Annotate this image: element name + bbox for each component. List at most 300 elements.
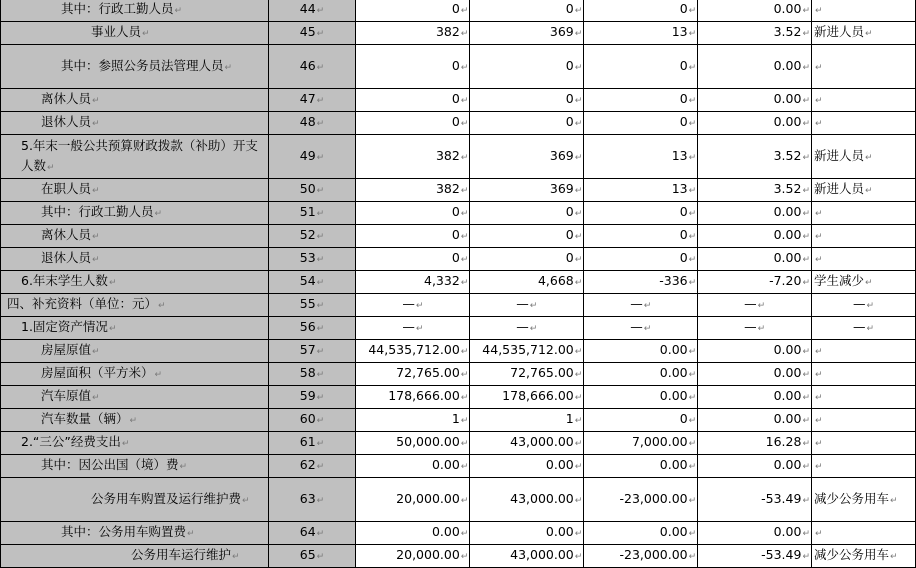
paragraph-mark-icon: ↵ xyxy=(574,393,583,403)
item-name-cell[interactable] xyxy=(1,202,269,225)
row-number-cell-text: 55 xyxy=(299,296,316,311)
row-number-cell[interactable] xyxy=(268,45,356,89)
note-cell[interactable] xyxy=(811,522,915,545)
item-name-cell[interactable] xyxy=(1,0,269,22)
change-percent-cell[interactable] xyxy=(698,363,812,386)
row-number-cell-text: 57 xyxy=(299,342,316,357)
paragraph-mark-icon: ↵ xyxy=(814,439,823,449)
paragraph-mark-icon: ↵ xyxy=(802,416,810,426)
paragraph-mark-icon: ↵ xyxy=(415,324,424,334)
paragraph-mark-icon: ↵ xyxy=(688,495,697,506)
paragraph-mark-icon: ↵ xyxy=(814,209,823,219)
previous-year-cell[interactable] xyxy=(470,317,584,340)
previous-year-cell[interactable] xyxy=(470,478,584,522)
paragraph-mark-icon: ↵ xyxy=(814,393,823,403)
row-number-cell-text: 48 xyxy=(299,114,316,129)
note-cell[interactable] xyxy=(811,45,915,89)
previous-year-cell-text: 1 xyxy=(565,411,574,426)
change-amount-cell[interactable] xyxy=(584,545,698,568)
row-number-cell[interactable] xyxy=(268,409,356,432)
current-year-cell[interactable] xyxy=(356,522,470,545)
change-amount-cell[interactable] xyxy=(584,294,698,317)
paragraph-mark-icon: ↵ xyxy=(224,62,233,73)
paragraph-mark-icon: ↵ xyxy=(574,62,583,73)
change-percent-cell[interactable] xyxy=(698,45,812,89)
paragraph-mark-icon: ↵ xyxy=(890,552,898,562)
row-number-cell[interactable] xyxy=(268,478,356,522)
current-year-cell-text: 0 xyxy=(451,1,460,16)
change-amount-cell[interactable] xyxy=(584,89,698,112)
note-cell-text: 减少公务用车 xyxy=(813,490,889,506)
change-percent-cell[interactable] xyxy=(698,89,812,112)
change-percent-cell[interactable] xyxy=(698,0,812,22)
note-cell[interactable] xyxy=(811,294,915,317)
paragraph-mark-icon: ↵ xyxy=(460,278,469,288)
paragraph-mark-icon: ↵ xyxy=(802,462,810,472)
change-amount-cell[interactable] xyxy=(584,317,698,340)
paragraph-mark-icon: ↵ xyxy=(802,119,810,129)
item-name-cell[interactable] xyxy=(1,317,269,340)
change-amount-cell[interactable] xyxy=(584,522,698,545)
item-name-cell-text: 6.年末学生人数 xyxy=(21,273,108,288)
previous-year-cell[interactable] xyxy=(470,409,584,432)
note-cell[interactable] xyxy=(811,340,915,363)
change-percent-cell-text: 0.00 xyxy=(773,342,802,357)
previous-year-cell[interactable] xyxy=(470,545,584,568)
item-name-cell-text: 汽车原值 xyxy=(41,388,92,403)
paragraph-mark-icon: ↵ xyxy=(316,301,325,311)
change-amount-cell-text: 0 xyxy=(679,204,688,219)
change-amount-cell[interactable] xyxy=(584,478,698,522)
previous-year-cell[interactable] xyxy=(470,89,584,112)
change-percent-cell[interactable] xyxy=(698,179,812,202)
paragraph-mark-icon: ↵ xyxy=(574,29,583,39)
current-year-cell[interactable] xyxy=(356,225,470,248)
row-number-cell[interactable] xyxy=(268,179,356,202)
row-number-cell[interactable] xyxy=(268,202,356,225)
previous-year-cell[interactable] xyxy=(470,112,584,135)
previous-year-cell[interactable] xyxy=(470,135,584,179)
paragraph-mark-icon: ↵ xyxy=(814,6,823,16)
change-amount-cell-text: 0.00 xyxy=(659,342,688,357)
current-year-cell[interactable] xyxy=(356,45,470,89)
row-number-cell[interactable] xyxy=(268,363,356,386)
paragraph-mark-icon: ↵ xyxy=(814,416,823,426)
paragraph-mark-icon: ↵ xyxy=(865,278,873,288)
note-cell[interactable] xyxy=(811,409,915,432)
item-name-cell[interactable] xyxy=(1,248,269,271)
row-number-cell-text: 45 xyxy=(299,24,316,39)
previous-year-cell[interactable] xyxy=(470,202,584,225)
note-cell[interactable] xyxy=(811,248,915,271)
change-percent-cell[interactable] xyxy=(698,455,812,478)
item-name-cell[interactable] xyxy=(1,545,269,568)
previous-year-cell[interactable] xyxy=(470,294,584,317)
change-amount-cell[interactable] xyxy=(584,432,698,455)
row-number-cell[interactable] xyxy=(268,455,356,478)
previous-year-cell[interactable] xyxy=(470,432,584,455)
previous-year-cell-text: 43,000.00 xyxy=(510,434,574,449)
change-percent-cell[interactable] xyxy=(698,340,812,363)
row-number-cell[interactable] xyxy=(268,22,356,45)
item-name-cell-text: 房屋面积（平方米） xyxy=(41,365,154,380)
note-cell-text: 减少公务用车 xyxy=(813,547,889,562)
change-percent-cell[interactable] xyxy=(698,432,812,455)
note-cell-text: 新进人员 xyxy=(813,24,864,39)
paragraph-mark-icon: ↵ xyxy=(460,209,469,219)
table-row xyxy=(1,271,916,294)
change-percent-cell[interactable] xyxy=(698,248,812,271)
row-number-cell-text: 44 xyxy=(299,1,316,16)
current-year-cell-text: 0 xyxy=(451,114,460,129)
current-year-cell-text: 0 xyxy=(451,204,460,219)
previous-year-cell[interactable] xyxy=(470,0,584,22)
paragraph-mark-icon: ↵ xyxy=(158,301,166,311)
previous-year-cell[interactable] xyxy=(470,179,584,202)
change-percent-cell-text: 0.00 xyxy=(773,91,802,106)
paragraph-mark-icon: ↵ xyxy=(574,552,583,562)
note-cell[interactable] xyxy=(811,89,915,112)
current-year-cell[interactable] xyxy=(356,179,470,202)
table-row xyxy=(1,89,916,112)
row-number-cell-text: 51 xyxy=(299,204,316,219)
change-percent-cell[interactable] xyxy=(698,112,812,135)
change-percent-cell[interactable] xyxy=(698,386,812,409)
previous-year-cell[interactable] xyxy=(470,45,584,89)
current-year-cell-text: 0 xyxy=(451,57,460,73)
previous-year-cell[interactable] xyxy=(470,340,584,363)
row-number-cell-text: 60 xyxy=(299,411,316,426)
item-name-cell[interactable] xyxy=(1,386,269,409)
paragraph-mark-icon: ↵ xyxy=(316,529,325,539)
previous-year-cell-text: 43,000.00 xyxy=(510,490,574,506)
change-amount-cell[interactable] xyxy=(584,248,698,271)
change-amount-cell-text: — xyxy=(630,296,643,311)
current-year-cell-text: 178,666.00 xyxy=(388,388,460,403)
current-year-cell[interactable] xyxy=(356,363,470,386)
paragraph-mark-icon: ↵ xyxy=(460,495,469,506)
table-row xyxy=(1,455,916,478)
paragraph-mark-icon: ↵ xyxy=(757,324,766,334)
current-year-cell[interactable] xyxy=(356,478,470,522)
item-name-cell-text: 汽车数量（辆） xyxy=(41,411,129,426)
row-number-cell[interactable] xyxy=(268,545,356,568)
note-cell-text: — xyxy=(852,319,866,334)
change-amount-cell[interactable] xyxy=(584,271,698,294)
item-name-cell[interactable] xyxy=(1,271,269,294)
paragraph-mark-icon: ↵ xyxy=(316,152,325,163)
previous-year-cell[interactable] xyxy=(470,22,584,45)
row-number-cell[interactable] xyxy=(268,89,356,112)
item-name-cell-text: 其中：公务用车购置费 xyxy=(61,524,187,539)
table-row xyxy=(1,135,916,179)
change-amount-cell-text: 7,000.00 xyxy=(631,434,688,449)
note-cell[interactable] xyxy=(811,271,915,294)
current-year-cell[interactable] xyxy=(356,22,470,45)
change-percent-cell[interactable] xyxy=(698,294,812,317)
current-year-cell[interactable] xyxy=(356,271,470,294)
paragraph-mark-icon: ↵ xyxy=(92,119,100,129)
row-number-cell[interactable] xyxy=(268,0,356,22)
change-percent-cell-text: -53.49 xyxy=(761,490,802,506)
item-name-cell[interactable] xyxy=(1,89,269,112)
change-percent-cell[interactable] xyxy=(698,522,812,545)
paragraph-mark-icon: ↵ xyxy=(316,439,325,449)
change-amount-cell[interactable] xyxy=(584,455,698,478)
change-percent-cell-text: 0.00 xyxy=(773,524,802,539)
paragraph-mark-icon: ↵ xyxy=(316,416,325,426)
current-year-cell[interactable] xyxy=(356,317,470,340)
paragraph-mark-icon: ↵ xyxy=(154,209,163,219)
change-percent-cell-text: 3.52 xyxy=(773,24,802,39)
note-cell[interactable] xyxy=(811,202,915,225)
note-cell[interactable] xyxy=(811,135,915,179)
item-name-cell[interactable] xyxy=(1,432,269,455)
change-percent-cell-text: 0.00 xyxy=(773,388,802,403)
previous-year-cell[interactable] xyxy=(470,248,584,271)
previous-year-cell[interactable] xyxy=(470,386,584,409)
item-name-cell-text: 离休人员 xyxy=(41,227,92,242)
change-percent-cell[interactable] xyxy=(698,271,812,294)
paragraph-mark-icon: ↵ xyxy=(802,232,810,242)
paragraph-mark-icon: ↵ xyxy=(47,162,55,173)
change-percent-cell-text: -53.49 xyxy=(761,547,802,562)
change-amount-cell[interactable] xyxy=(584,225,698,248)
previous-year-cell[interactable] xyxy=(470,455,584,478)
change-percent-cell[interactable] xyxy=(698,22,812,45)
change-percent-cell[interactable] xyxy=(698,317,812,340)
current-year-cell[interactable] xyxy=(356,112,470,135)
paragraph-mark-icon: ↵ xyxy=(865,186,873,196)
current-year-cell[interactable] xyxy=(356,409,470,432)
change-amount-cell-text: — xyxy=(630,319,643,334)
row-number-cell[interactable] xyxy=(268,294,356,317)
change-amount-cell-text: 13 xyxy=(671,24,688,39)
change-amount-cell[interactable] xyxy=(584,363,698,386)
item-name-cell-text: 其中：因公出国（境）费 xyxy=(41,457,179,472)
item-name-cell[interactable] xyxy=(1,22,269,45)
note-cell[interactable] xyxy=(811,22,915,45)
item-name-cell[interactable] xyxy=(1,522,269,545)
current-year-cell[interactable] xyxy=(356,89,470,112)
paragraph-mark-icon: ↵ xyxy=(802,186,810,196)
row-number-cell[interactable] xyxy=(268,340,356,363)
change-percent-cell[interactable] xyxy=(698,409,812,432)
item-name-cell[interactable] xyxy=(1,294,269,317)
previous-year-cell[interactable] xyxy=(470,271,584,294)
change-amount-cell-text: 0 xyxy=(679,227,688,242)
paragraph-mark-icon: ↵ xyxy=(316,495,325,506)
change-amount-cell-text: 0 xyxy=(679,250,688,265)
table-row xyxy=(1,112,916,135)
paragraph-mark-icon: ↵ xyxy=(574,96,583,106)
item-name-cell-text: 5.年末一般公共预算财政拨款（补助）开支人数 xyxy=(21,137,258,173)
paragraph-mark-icon: ↵ xyxy=(688,209,697,219)
change-percent-cell-text: 0.00 xyxy=(773,411,802,426)
note-cell[interactable] xyxy=(811,478,915,522)
note-cell[interactable] xyxy=(811,545,915,568)
change-percent-cell[interactable] xyxy=(698,202,812,225)
paragraph-mark-icon: ↵ xyxy=(814,96,823,106)
paragraph-mark-icon: ↵ xyxy=(802,439,810,449)
paragraph-mark-icon: ↵ xyxy=(316,370,325,380)
note-cell[interactable] xyxy=(811,179,915,202)
paragraph-mark-icon: ↵ xyxy=(316,347,325,357)
item-name-cell-text: 退休人员 xyxy=(41,114,92,129)
table-row xyxy=(1,22,916,45)
change-percent-cell-text: 0.00 xyxy=(773,204,802,219)
paragraph-mark-icon: ↵ xyxy=(174,6,183,16)
paragraph-mark-icon: ↵ xyxy=(529,324,538,334)
item-name-cell[interactable] xyxy=(1,478,269,522)
change-amount-cell[interactable] xyxy=(584,112,698,135)
row-number-cell[interactable] xyxy=(268,271,356,294)
note-cell[interactable] xyxy=(811,432,915,455)
item-name-cell-text: 公务用车购置及运行维护费 xyxy=(91,490,242,506)
change-amount-cell[interactable] xyxy=(584,45,698,89)
paragraph-mark-icon: ↵ xyxy=(688,6,697,16)
note-cell[interactable] xyxy=(811,386,915,409)
current-year-cell-text: 382 xyxy=(435,147,460,163)
item-name-cell[interactable] xyxy=(1,455,269,478)
change-amount-cell[interactable] xyxy=(584,22,698,45)
current-year-cell[interactable] xyxy=(356,340,470,363)
previous-year-cell[interactable] xyxy=(470,363,584,386)
change-percent-cell[interactable] xyxy=(698,225,812,248)
paragraph-mark-icon: ↵ xyxy=(802,209,810,219)
previous-year-cell[interactable] xyxy=(470,522,584,545)
row-number-cell[interactable] xyxy=(268,386,356,409)
paragraph-mark-icon: ↵ xyxy=(316,232,325,242)
current-year-cell-text: — xyxy=(402,296,415,311)
paragraph-mark-icon: ↵ xyxy=(108,278,117,288)
item-name-cell[interactable] xyxy=(1,340,269,363)
current-year-cell-text: 0 xyxy=(451,250,460,265)
paragraph-mark-icon: ↵ xyxy=(108,324,117,334)
table-row xyxy=(1,522,916,545)
paragraph-mark-icon: ↵ xyxy=(865,29,873,39)
paragraph-mark-icon: ↵ xyxy=(460,439,469,449)
paragraph-mark-icon: ↵ xyxy=(316,324,325,334)
paragraph-mark-icon: ↵ xyxy=(802,278,810,288)
change-amount-cell[interactable] xyxy=(584,0,698,22)
current-year-cell-text: 72,765.00 xyxy=(396,365,460,380)
paragraph-mark-icon: ↵ xyxy=(865,152,873,163)
paragraph-mark-icon: ↵ xyxy=(688,186,697,196)
change-amount-cell[interactable] xyxy=(584,409,698,432)
paragraph-mark-icon: ↵ xyxy=(688,462,697,472)
note-cell-text: 学生减少 xyxy=(813,273,864,288)
row-number-cell[interactable] xyxy=(268,135,356,179)
item-name-cell[interactable] xyxy=(1,179,269,202)
paragraph-mark-icon: ↵ xyxy=(121,439,130,449)
current-year-cell[interactable] xyxy=(356,432,470,455)
change-amount-cell[interactable] xyxy=(584,179,698,202)
paragraph-mark-icon: ↵ xyxy=(574,495,583,506)
current-year-cell-text: 20,000.00 xyxy=(396,490,460,506)
paragraph-mark-icon: ↵ xyxy=(242,495,250,506)
current-year-cell[interactable] xyxy=(356,455,470,478)
change-percent-cell[interactable] xyxy=(698,135,812,179)
item-name-cell[interactable] xyxy=(1,45,269,89)
change-percent-cell[interactable] xyxy=(698,478,812,522)
row-number-cell[interactable] xyxy=(268,432,356,455)
item-name-cell-text: 公务用车运行维护 xyxy=(131,547,232,562)
change-amount-cell[interactable] xyxy=(584,135,698,179)
item-name-cell[interactable] xyxy=(1,409,269,432)
paragraph-mark-icon: ↵ xyxy=(802,552,810,562)
paragraph-mark-icon: ↵ xyxy=(92,393,100,403)
current-year-cell[interactable] xyxy=(356,294,470,317)
item-name-cell-text: 退休人员 xyxy=(41,250,92,265)
change-amount-cell[interactable] xyxy=(584,340,698,363)
row-number-cell[interactable] xyxy=(268,225,356,248)
paragraph-mark-icon: ↵ xyxy=(460,393,469,403)
item-name-cell[interactable] xyxy=(1,135,269,179)
change-amount-cell-text: -23,000.00 xyxy=(619,547,688,562)
paragraph-mark-icon: ↵ xyxy=(688,370,697,380)
previous-year-cell-text: 4,668 xyxy=(537,273,574,288)
note-cell[interactable] xyxy=(811,0,915,22)
current-year-cell[interactable] xyxy=(356,545,470,568)
change-percent-cell[interactable] xyxy=(698,545,812,568)
note-cell[interactable] xyxy=(811,363,915,386)
current-year-cell[interactable] xyxy=(356,0,470,22)
previous-year-cell-text: 0.00 xyxy=(545,457,574,472)
row-number-cell[interactable] xyxy=(268,248,356,271)
table-row xyxy=(1,248,916,271)
previous-year-cell[interactable] xyxy=(470,225,584,248)
previous-year-cell-text: 0 xyxy=(565,91,574,106)
change-amount-cell[interactable] xyxy=(584,386,698,409)
current-year-cell[interactable] xyxy=(356,386,470,409)
note-cell[interactable] xyxy=(811,317,915,340)
paragraph-mark-icon: ↵ xyxy=(688,62,697,73)
paragraph-mark-icon: ↵ xyxy=(574,347,583,357)
paragraph-mark-icon: ↵ xyxy=(814,232,823,242)
paragraph-mark-icon: ↵ xyxy=(574,232,583,242)
paragraph-mark-icon: ↵ xyxy=(179,462,188,472)
row-number-cell[interactable] xyxy=(268,112,356,135)
item-name-cell[interactable] xyxy=(1,225,269,248)
row-number-cell-text: 62 xyxy=(299,457,316,472)
note-cell[interactable] xyxy=(811,455,915,478)
item-name-cell[interactable] xyxy=(1,112,269,135)
table-row xyxy=(1,478,916,522)
row-number-cell-text: 64 xyxy=(299,524,316,539)
item-name-cell[interactable] xyxy=(1,363,269,386)
row-number-cell-text: 47 xyxy=(299,91,316,106)
item-name-cell-text: 事业人员 xyxy=(91,24,142,39)
current-year-cell[interactable] xyxy=(356,135,470,179)
row-number-cell[interactable] xyxy=(268,522,356,545)
paragraph-mark-icon: ↵ xyxy=(316,255,325,265)
item-name-cell-text: 其中：参照公务员法管理人员 xyxy=(61,57,224,73)
note-cell[interactable] xyxy=(811,112,915,135)
current-year-cell-text: 0.00 xyxy=(431,457,460,472)
paragraph-mark-icon: ↵ xyxy=(574,529,583,539)
paragraph-mark-icon: ↵ xyxy=(574,119,583,129)
change-percent-cell-text: 0.00 xyxy=(773,57,802,73)
change-amount-cell[interactable] xyxy=(584,202,698,225)
table-row xyxy=(1,179,916,202)
row-number-cell[interactable] xyxy=(268,317,356,340)
current-year-cell[interactable] xyxy=(356,248,470,271)
paragraph-mark-icon: ↵ xyxy=(802,529,810,539)
table-row xyxy=(1,225,916,248)
current-year-cell[interactable] xyxy=(356,202,470,225)
note-cell[interactable] xyxy=(811,225,915,248)
